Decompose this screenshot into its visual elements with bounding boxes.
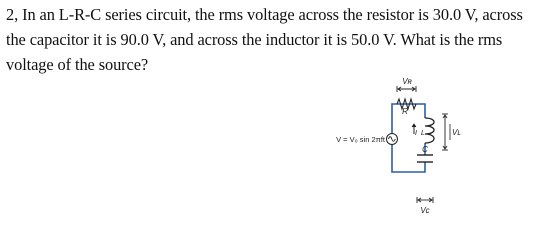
resistor-label: R <box>402 107 408 116</box>
resistor-voltage-arrow <box>397 86 416 92</box>
capacitor <box>417 145 433 215</box>
inductor-current-label: I <box>415 130 417 137</box>
inductor-label: L <box>421 130 425 137</box>
current-arrow <box>412 124 416 127</box>
source-equation: V = V₀ sin 2πft <box>336 135 385 144</box>
question-line-3: voltage of the source? <box>6 55 149 74</box>
resistor-voltage-label: Vʀ <box>402 77 412 86</box>
question-line-2: the capacitor it is 90.0 V, and across the inductor it is 50.0 V. What is the rms <box>6 30 503 49</box>
capacitor-voltage-label: Vᴄ <box>420 206 430 215</box>
question-line-1: 2, In an L-R-C series circuit, the rms voltage across the resistor is 30.0 V, across <box>6 5 523 24</box>
inductor-voltage-label: Vʟ <box>452 128 461 137</box>
resistor <box>397 77 416 116</box>
inductor <box>412 114 461 150</box>
inductor-voltage-arrow <box>442 114 448 150</box>
capacitor-label: C <box>422 145 428 154</box>
ac-source <box>336 134 397 145</box>
capacitor-voltage-arrow <box>417 197 433 203</box>
